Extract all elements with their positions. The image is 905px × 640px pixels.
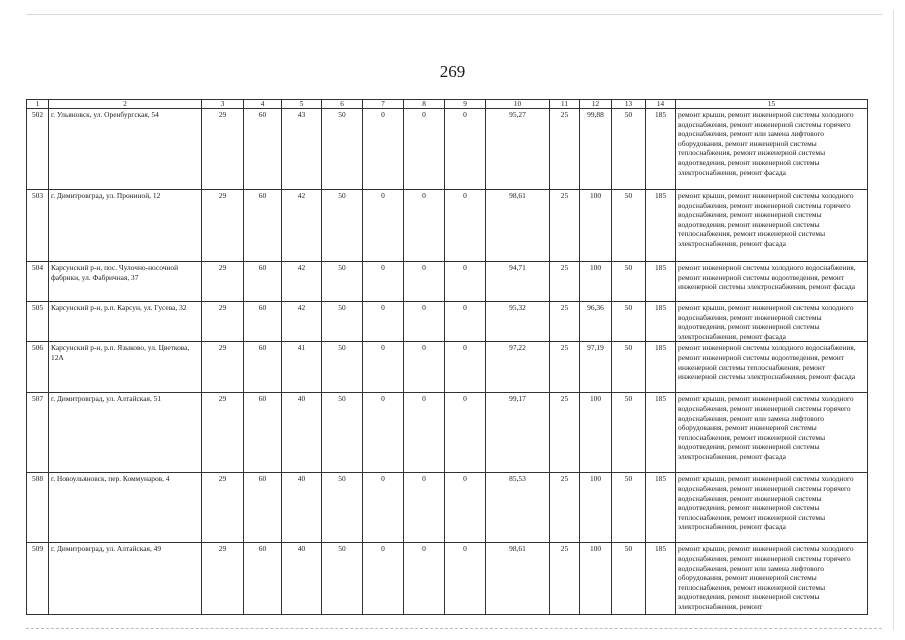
cell-value: 0 <box>445 473 486 543</box>
cell-value: 185 <box>646 543 676 615</box>
row-address: г. Новоульяновск, пер. Коммунаров, 4 <box>49 473 202 543</box>
cell-value: 42 <box>282 262 322 302</box>
cell-value: 94,71 <box>486 262 550 302</box>
table-row <box>27 302 868 342</box>
cell-value: 29 <box>202 190 244 262</box>
cell-value: 25 <box>550 543 580 615</box>
table-row <box>27 393 868 473</box>
cell-value: 85,53 <box>486 473 550 543</box>
cell-value: 25 <box>550 262 580 302</box>
cell-value: 100 <box>580 262 612 302</box>
cell-value: 0 <box>445 302 486 342</box>
cell-value: 40 <box>282 393 322 473</box>
table-row <box>27 342 868 393</box>
cell-value: 42 <box>282 302 322 342</box>
cell-value: 42 <box>282 190 322 262</box>
row-address: Карсунский р-н, р.п. Карсун, ул. Гусева, 32 <box>49 302 202 342</box>
row-id: 506 <box>27 342 49 393</box>
cell-value: 60 <box>244 190 282 262</box>
cell-value: 100 <box>580 393 612 473</box>
row-works: ремонт крыши, ремонт инженерной системы холодного водоснабжения, ремонт инженерной системы горячего водоснабжения, ремонт инженерной системы водоотведения, ремонт инженерной системы теплоснабжения, ремонт инженерной системы электроснабжения, ремонт фасада <box>676 190 868 262</box>
cell-value: 0 <box>404 190 445 262</box>
cell-value: 0 <box>363 302 404 342</box>
row-address: Карсунский р-н, р.п. Языково, ул. Цветкова, 12А <box>49 342 202 393</box>
cell-value: 0 <box>404 393 445 473</box>
column-header: 14 <box>646 100 676 109</box>
cell-value: 50 <box>612 543 646 615</box>
cell-value: 25 <box>550 302 580 342</box>
cell-value: 29 <box>202 473 244 543</box>
scan-top-edge <box>26 14 882 15</box>
table-row <box>27 473 868 543</box>
cell-value: 29 <box>202 393 244 473</box>
cell-value: 98,61 <box>486 543 550 615</box>
column-header: 13 <box>612 100 646 109</box>
column-header: 4 <box>244 100 282 109</box>
cell-value: 97,22 <box>486 342 550 393</box>
row-address: г. Ульяновск, ул. Оренбургская, 54 <box>49 109 202 190</box>
cell-value: 50 <box>322 393 363 473</box>
cell-value: 0 <box>363 393 404 473</box>
cell-value: 60 <box>244 393 282 473</box>
cell-value: 97,19 <box>580 342 612 393</box>
row-id: 504 <box>27 262 49 302</box>
cell-value: 0 <box>363 109 404 190</box>
cell-value: 50 <box>612 342 646 393</box>
cell-value: 25 <box>550 473 580 543</box>
row-address: г. Димитровград, ул. Алтайская, 49 <box>49 543 202 615</box>
row-id: 508 <box>27 473 49 543</box>
cell-value: 25 <box>550 109 580 190</box>
column-header: 9 <box>445 100 486 109</box>
scan-bottom-edge <box>26 628 882 629</box>
cell-value: 60 <box>244 109 282 190</box>
table-row <box>27 262 868 302</box>
column-header: 2 <box>49 100 202 109</box>
cell-value: 60 <box>244 543 282 615</box>
table-row <box>27 190 868 262</box>
cell-value: 100 <box>580 543 612 615</box>
page-number: 269 <box>439 62 466 81</box>
cell-value: 25 <box>550 342 580 393</box>
cell-value: 50 <box>322 473 363 543</box>
cell-value: 25 <box>550 393 580 473</box>
cell-value: 185 <box>646 109 676 190</box>
cell-value: 50 <box>612 393 646 473</box>
cell-value: 99,17 <box>486 393 550 473</box>
row-works: ремонт крыши, ремонт инженерной системы холодного водоснабжения, ремонт инженерной системы водоотведения, ремонт инженерной системы электроснабжения, ремонт фасада <box>676 302 868 342</box>
cell-value: 60 <box>244 302 282 342</box>
cell-value: 100 <box>580 473 612 543</box>
cell-value: 185 <box>646 393 676 473</box>
row-works: ремонт инженерной системы холодного водоснабжения, ремонт инженерной системы водоотведения, ремонт инженерной системы электроснабжения, ремонт фасада <box>676 262 868 302</box>
cell-value: 0 <box>445 109 486 190</box>
cell-value: 29 <box>202 342 244 393</box>
cell-value: 40 <box>282 543 322 615</box>
cell-value: 50 <box>612 302 646 342</box>
cell-value: 29 <box>202 262 244 302</box>
column-number-row <box>27 100 868 109</box>
cell-value: 50 <box>322 543 363 615</box>
cell-value: 0 <box>445 342 486 393</box>
cell-value: 96,36 <box>580 302 612 342</box>
cell-value: 29 <box>202 302 244 342</box>
cell-value: 99,88 <box>580 109 612 190</box>
cell-value: 98,61 <box>486 190 550 262</box>
cell-value: 185 <box>646 262 676 302</box>
row-id: 503 <box>27 190 49 262</box>
column-header: 10 <box>486 100 550 109</box>
row-works: ремонт инженерной системы холодного водоснабжения, ремонт инженерной системы водоотведения, ремонт инженерной системы теплоснабжения, ремонт инженерной системы электроснабжения, ремонт фасада <box>676 342 868 393</box>
cell-value: 60 <box>244 342 282 393</box>
row-id: 502 <box>27 109 49 190</box>
cell-value: 50 <box>322 342 363 393</box>
cell-value: 0 <box>404 262 445 302</box>
cell-value: 50 <box>612 190 646 262</box>
scan-right-edge <box>893 10 894 630</box>
column-header: 7 <box>363 100 404 109</box>
cell-value: 185 <box>646 473 676 543</box>
cell-value: 185 <box>646 342 676 393</box>
cell-value: 0 <box>404 473 445 543</box>
cell-value: 29 <box>202 543 244 615</box>
cell-value: 185 <box>646 302 676 342</box>
cell-value: 0 <box>404 302 445 342</box>
cell-value: 0 <box>404 109 445 190</box>
cell-value: 95,27 <box>486 109 550 190</box>
cell-value: 0 <box>363 342 404 393</box>
cell-value: 50 <box>612 262 646 302</box>
cell-value: 100 <box>580 190 612 262</box>
table-row <box>27 109 868 190</box>
row-works: ремонт крыши, ремонт инженерной системы холодного водоснабжения, ремонт инженерной системы горячего водоснабжения, ремонт или замена лифтового оборудования, ремонт инженерной системы теплоснабжения, ремонт инженерной системы водоотведения, ремонт инженерной системы электроснабжения, ремонт фасада <box>676 393 868 473</box>
cell-value: 50 <box>322 302 363 342</box>
cell-value: 50 <box>612 109 646 190</box>
row-works: ремонт крыши, ремонт инженерной системы холодного водоснабжения, ремонт инженерной системы горячего водоснабжения, ремонт или замена лифтового оборудования, ремонт инженерной системы теплоснабжения, ремонт инженерной системы водоотведения, ремонт инженерной системы электроснабжения, ремонт <box>676 543 868 615</box>
row-works: ремонт крыши, ремонт инженерной системы холодного водоснабжения, ремонт инженерной системы горячего водоснабжения, ремонт инженерной системы водоотведения, ремонт инженерной системы теплоснабжения, ремонт инженерной системы электроснабжения, ремонт фасада <box>676 473 868 543</box>
column-header: 8 <box>404 100 445 109</box>
row-works: ремонт крыши, ремонт инженерной системы холодного водоснабжения, ремонт инженерной системы горячего водоснабжения, ремонт или замена лифтового оборудования, ремонт инженерной системы теплоснабжения, ремонт инженерной системы водоотведения, ремонт инженерной системы электроснабжения, ремонт фасада <box>676 109 868 190</box>
cell-value: 43 <box>282 109 322 190</box>
row-address: Карсунский р-н, пос. Чулочно-носочной фабрики, ул. Фабричная, 37 <box>49 262 202 302</box>
cell-value: 95,32 <box>486 302 550 342</box>
repair-schedule-table <box>26 99 868 615</box>
column-header: 5 <box>282 100 322 109</box>
column-header: 6 <box>322 100 363 109</box>
cell-value: 50 <box>322 190 363 262</box>
cell-value: 25 <box>550 190 580 262</box>
cell-value: 0 <box>445 190 486 262</box>
column-header: 12 <box>580 100 612 109</box>
cell-value: 0 <box>445 262 486 302</box>
row-address: г. Димитровград, ул. Алтайская, 51 <box>49 393 202 473</box>
cell-value: 40 <box>282 473 322 543</box>
cell-value: 0 <box>445 543 486 615</box>
cell-value: 41 <box>282 342 322 393</box>
cell-value: 60 <box>244 473 282 543</box>
row-address: г. Димитровград, ул. Прониной, 12 <box>49 190 202 262</box>
column-header: 3 <box>202 100 244 109</box>
cell-value: 0 <box>404 543 445 615</box>
column-header: 1 <box>27 100 49 109</box>
cell-value: 0 <box>363 473 404 543</box>
cell-value: 0 <box>404 342 445 393</box>
cell-value: 0 <box>445 393 486 473</box>
cell-value: 185 <box>646 190 676 262</box>
cell-value: 0 <box>363 190 404 262</box>
cell-value: 29 <box>202 109 244 190</box>
cell-value: 0 <box>363 543 404 615</box>
row-id: 507 <box>27 393 49 473</box>
column-header: 11 <box>550 100 580 109</box>
cell-value: 50 <box>612 473 646 543</box>
cell-value: 50 <box>322 109 363 190</box>
row-id: 505 <box>27 302 49 342</box>
row-id: 509 <box>27 543 49 615</box>
table-row <box>27 543 868 615</box>
cell-value: 60 <box>244 262 282 302</box>
column-header: 15 <box>676 100 868 109</box>
cell-value: 50 <box>322 262 363 302</box>
cell-value: 0 <box>363 262 404 302</box>
